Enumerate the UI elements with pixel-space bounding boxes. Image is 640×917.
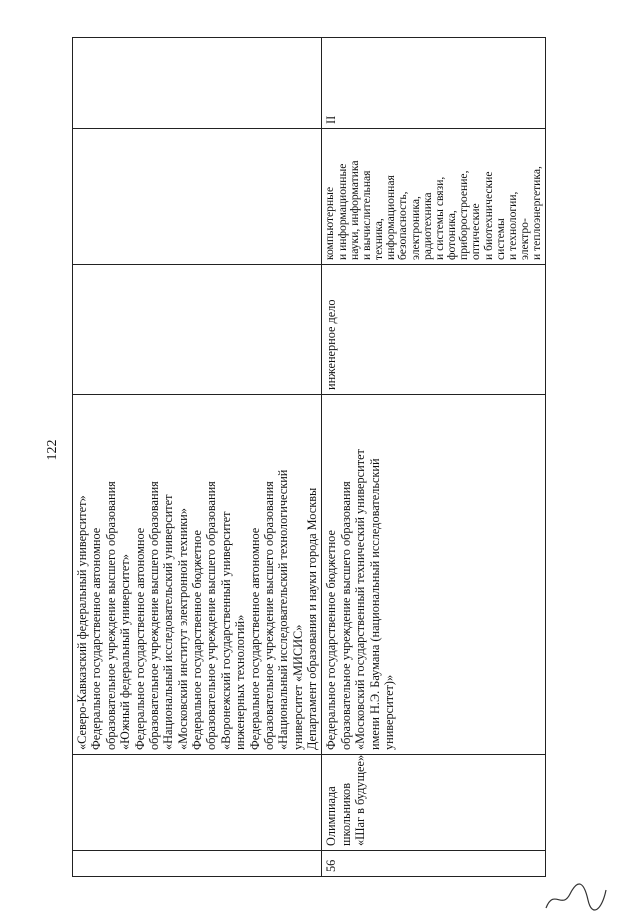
subject-line: радиотехника	[420, 192, 434, 260]
subject-line: техника,	[372, 218, 386, 260]
cell-organizations-continued	[73, 395, 322, 755]
org-line: образовательное учреждение высшего образования	[338, 481, 353, 750]
subject-line: науки, информатика	[347, 160, 361, 260]
olympiad-row-56	[322, 38, 546, 877]
org-line: Федеральное государственное автономное	[89, 527, 104, 750]
subject-line: и биотехнические	[481, 171, 495, 260]
org-line: университет)»	[381, 674, 396, 750]
org-line: «Московский государственный технический университет	[353, 449, 368, 750]
org-line: «Национальный исследовательский технологический	[276, 469, 291, 750]
org-line: «Московский институт электронной техники»	[175, 508, 190, 750]
subject-line: безопасность,	[396, 191, 410, 260]
org-line: образовательное учреждение высшего образования	[261, 481, 276, 750]
subject-line: приборостроение,	[457, 170, 471, 260]
olympiad-table-rotated	[72, 37, 544, 877]
org-line: Федеральное государственное бюджетное	[190, 530, 204, 750]
org-line: «Воронежский государственный университет	[218, 511, 233, 750]
org-line: «Национальный исследовательский университет	[161, 494, 176, 750]
olympiad-name-line: Олимпиада	[324, 786, 339, 846]
cell-olympiad-name	[322, 755, 546, 851]
cell-subjects-empty	[73, 129, 322, 265]
cell-profile-empty	[73, 265, 322, 395]
subject-line: электро-	[518, 218, 532, 260]
org-line: Федеральное государственное автономное	[247, 527, 262, 750]
subject-line: и теплоэнергетика,	[530, 166, 544, 260]
org-line: имени Н.Э. Баумана (национальный исследовательский	[367, 458, 382, 750]
olympiad-table	[72, 37, 546, 877]
org-line: «Северо-Кавказский федеральный университет»	[75, 495, 89, 750]
cell-organizations	[322, 395, 546, 755]
org-line: образовательное учреждение высшего образования	[204, 481, 219, 750]
signature-mark	[540, 880, 610, 914]
subject-line: и информационные	[335, 163, 349, 260]
cell-subjects	[322, 129, 546, 265]
page-number: 122	[45, 439, 60, 461]
org-line: «Южный федеральный университет»	[118, 554, 133, 750]
subject-line: и технологии,	[505, 191, 519, 260]
cell-number-empty	[73, 851, 322, 877]
olympiad-name-line: школьников	[338, 782, 353, 846]
subject-line: электроника,	[408, 196, 422, 260]
olympiad-table-container	[72, 37, 544, 877]
cell-number: 56	[322, 851, 546, 877]
subject-line: фотоника,	[445, 210, 459, 260]
org-line: образовательное учреждение высшего образования	[103, 481, 118, 750]
org-line: Федеральное государственное бюджетное	[324, 530, 339, 750]
cell-level-empty	[73, 38, 322, 129]
subject-line: и системы связи,	[432, 176, 446, 260]
org-line: Федеральное государственное автономное	[132, 527, 147, 750]
subject-line: компьютерные	[323, 186, 337, 260]
subject-line: оптические	[469, 203, 483, 260]
continuation-row	[73, 38, 322, 877]
org-line: образовательное учреждение высшего образования	[146, 481, 161, 750]
org-line: университет «МИСИС»	[290, 624, 305, 750]
cell-level: II	[322, 38, 546, 129]
subject-line: и вычислительная	[359, 170, 373, 260]
cell-profile: инженерное дело	[322, 265, 546, 395]
subject-line: информационная	[384, 175, 398, 260]
org-line: инженерных технологий»	[233, 614, 248, 750]
cell-name-empty	[73, 755, 322, 851]
olympiad-name-line: «Шаг в будущее»	[353, 754, 368, 846]
org-line: Департамент образования и науки города Москвы	[305, 487, 319, 750]
subject-line: системы	[493, 218, 507, 260]
